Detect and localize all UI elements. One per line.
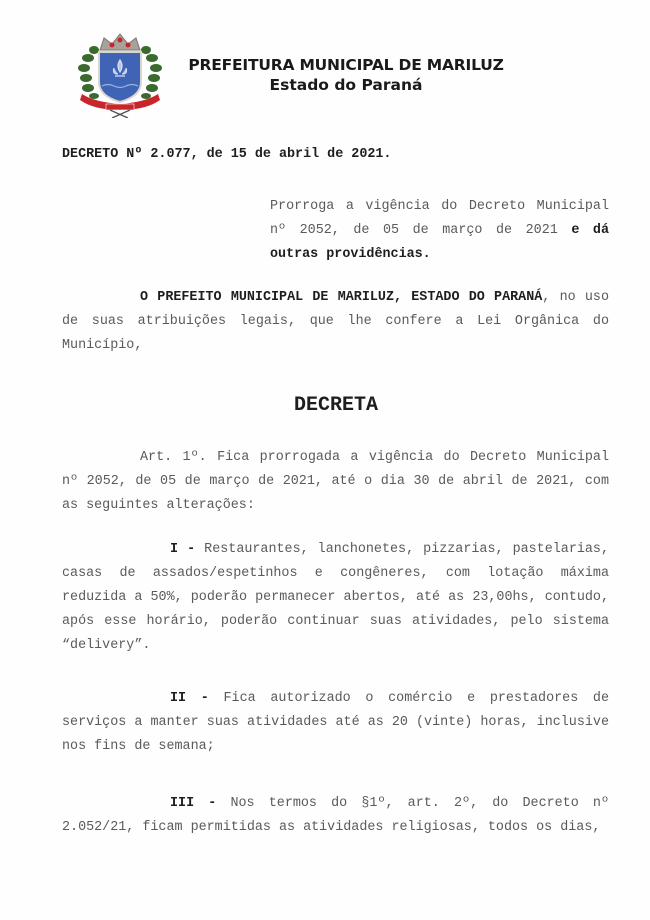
decree-summary xyxy=(270,195,609,267)
summary-text: Prorroga a vigência do Decreto Municipal nº 2052, de 05 de março de 2021 xyxy=(270,199,609,238)
article-text: Fica prorrogada a vigência do Decreto Municipal nº 2052, de 05 de março de 2021, até o dia 30 de abril de 2021, com as seguintes alterações: xyxy=(62,450,609,513)
article-label: Art. 1º. xyxy=(140,450,207,465)
summary-bold-text: e dá outras providências. xyxy=(270,223,609,262)
decree-number: DECRETO Nº 2.077, de 15 de abril de 2021. xyxy=(62,147,392,162)
item-label: I - xyxy=(170,542,196,557)
item-text: Fica autorizado o comércio e prestadores de serviços a manter suas atividades até as 20 (vinte) horas, inclusive nos fins de semana; xyxy=(62,691,609,754)
item-label: III - xyxy=(170,796,217,811)
preamble-text: , no uso de suas atribuições legais, que lhe confere a Lei Orgânica do Município, xyxy=(62,290,610,353)
item-label: II - xyxy=(170,691,209,706)
item-iii xyxy=(62,792,609,840)
item-text: Restaurantes, lanchonetes, pizzarias, pastelarias, casas de assados/espetinhos e congêneres, com lotação máxima reduzida a 50%, poderão permanecer abertos, até as 23,00hs, contudo, após esse horário, poderão continuar suas atividades, pelo sistema “delivery”. xyxy=(62,542,609,653)
coat-of-arms-icon xyxy=(74,30,166,118)
preamble xyxy=(62,286,609,358)
preamble-authority: O PREFEITO MUNICIPAL DE MARILUZ, ESTADO DO PARANÁ xyxy=(140,290,543,305)
decree-heading: DECRETA xyxy=(293,394,378,417)
municipality-title: PREFEITURA MUNICIPAL DE MARILUZ xyxy=(188,56,504,74)
state-subtitle: Estado do Paraná xyxy=(269,76,423,94)
item-ii xyxy=(62,687,609,759)
item-i xyxy=(62,538,609,658)
letterhead xyxy=(180,55,512,95)
article-1 xyxy=(62,446,609,518)
item-text: Nos termos do §1º, art. 2º, do Decreto nº 2.052/21, ficam permitidas as atividades religiosas, todos os dias, xyxy=(62,796,609,835)
